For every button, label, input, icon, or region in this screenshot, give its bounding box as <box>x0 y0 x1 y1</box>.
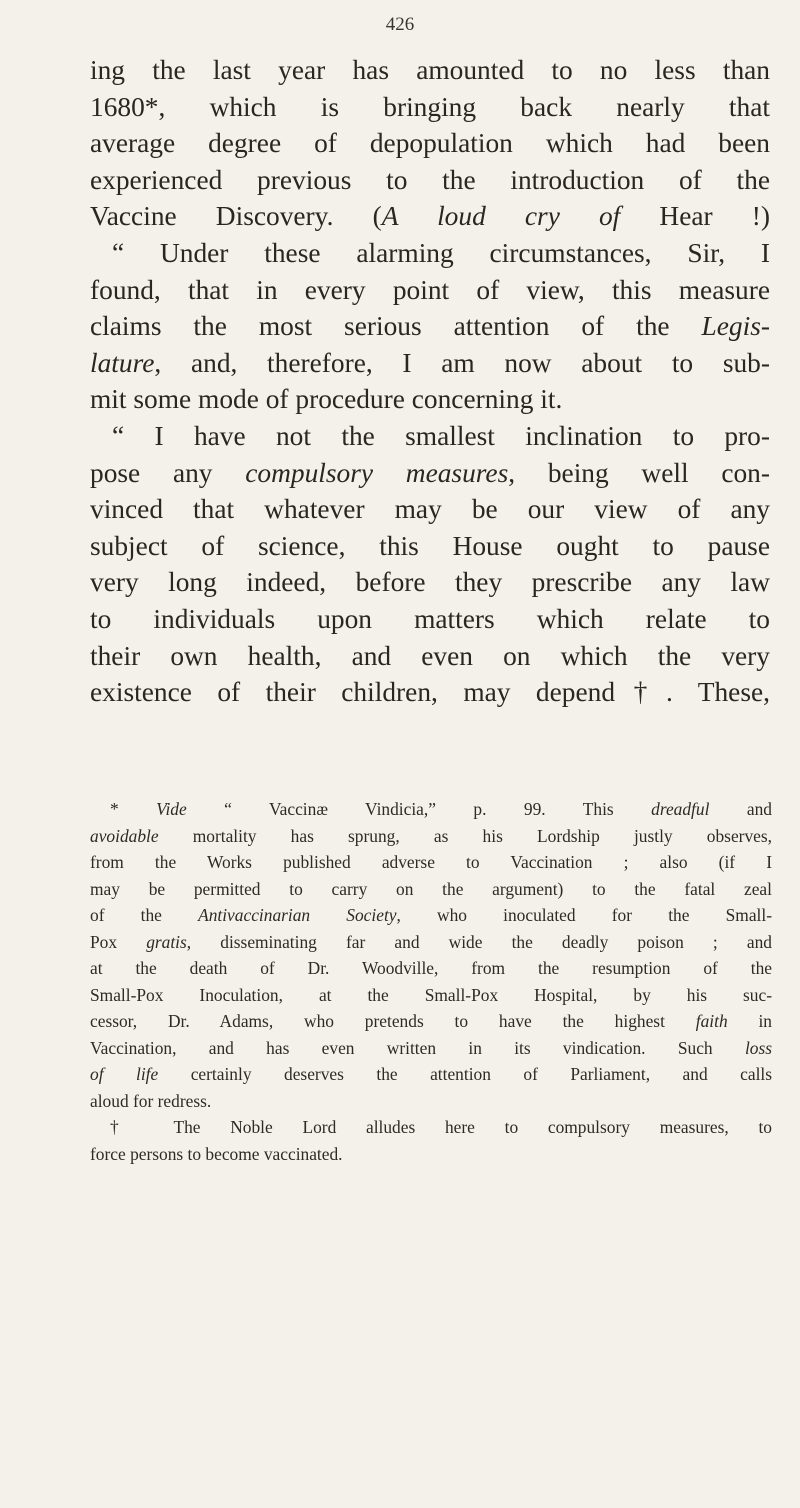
text-line: average degree of depopulation which had been <box>90 128 770 159</box>
footnote-line: † The Noble Lord alludes here to compulsory measures, to <box>110 1117 772 1137</box>
footnote-line: aloud for redress. <box>90 1090 212 1111</box>
text-line: lature, and, therefore, I am now about to sub- <box>90 347 770 378</box>
footnote-line: Vaccination, and has even written in its vindication. Such loss <box>90 1037 772 1058</box>
text-line: “ I have not the smallest inclination to pro- <box>112 420 770 451</box>
footnote-line: * Vide “ Vaccinæ Vindicia,” p. 99. This dreadful and <box>110 799 772 819</box>
footnote-line: Pox gratis, disseminating far and wide the deadly poison ; and <box>90 931 772 952</box>
text-line: pose any compulsory measures, being well con- <box>90 457 771 488</box>
page-number: 426 <box>385 14 415 35</box>
text-line: 1680*, which is bringing back nearly that <box>90 91 770 122</box>
footnote-line: may be permitted to carry on the argument) to the fatal zeal <box>90 878 772 899</box>
text-line: Vaccine Discovery. (A loud cry of Hear !) <box>90 201 771 232</box>
text-line: vinced that whatever may be our view of any <box>90 494 770 525</box>
main-text <box>90 52 770 711</box>
text-line: experienced previous to the introduction of the <box>90 164 770 195</box>
footnote-line: force persons to become vaccinated. <box>90 1143 343 1164</box>
text-line: mit some mode of procedure concerning it. <box>90 384 563 415</box>
text-line: their own health, and even on which the very <box>90 640 770 671</box>
text-line: found, that in every point of view, this measure <box>90 274 770 305</box>
footnote-line: at the death of Dr. Woodville, from the resumption of the <box>90 958 772 978</box>
text-line: claims the most serious attention of the Legis- <box>90 311 770 342</box>
text-line: to individuals upon matters which relate to <box>90 603 770 634</box>
footnote-line: from the Works published adverse to Vaccination ; also (if I <box>90 852 772 872</box>
footnotes <box>90 796 772 1167</box>
text-line: very long indeed, before they prescribe any law <box>90 567 770 598</box>
text-line: “ Under these alarming circumstances, Sir, I <box>112 237 770 268</box>
footnote-line: avoidable mortality has sprung, as his Lordship justly observes, <box>90 825 772 846</box>
footnote-line: cessor, Dr. Adams, who pretends to have the highest faith in <box>90 1011 773 1031</box>
text-line: existence of their children, may depend†. These, <box>90 677 770 708</box>
text-line: subject of science, this House ought to pause <box>90 530 770 561</box>
text-line: ing the last year has amounted to no less than <box>90 55 770 85</box>
footnote-line: Small-Pox Inoculation, at the Small-Pox Hospital, by his suc- <box>90 984 772 1005</box>
footnote-line: of the Antivaccinarian Society, who inoculated for the Small- <box>90 905 772 925</box>
footnote-line: of life certainly deserves the attention of Parliament, and calls <box>90 1064 772 1084</box>
